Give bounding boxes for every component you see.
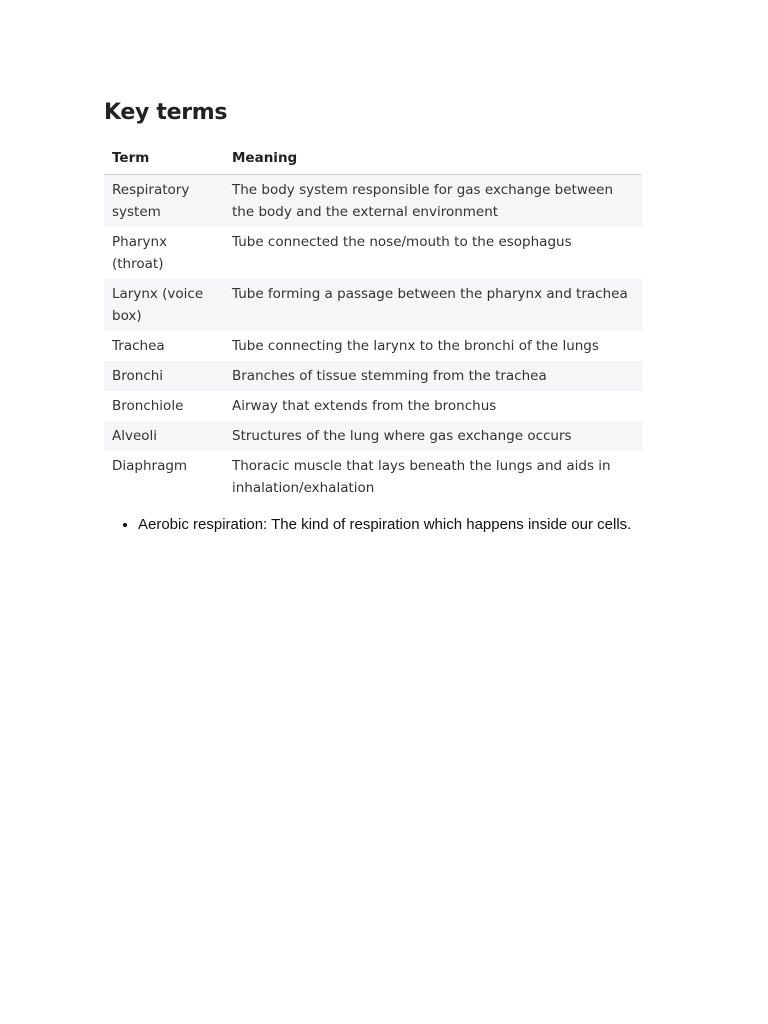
- table-row: [104, 331, 642, 361]
- meaning-cell: The body system responsible for gas exchange between the body and the external environment: [232, 182, 614, 220]
- table-row: [104, 391, 642, 421]
- column-header-term: Term: [104, 142, 224, 175]
- table-row: [104, 451, 642, 503]
- key-terms-table: [104, 142, 642, 503]
- section-heading: Key terms: [104, 100, 228, 125]
- meaning-cell: Branches of tissue stemming from the trachea: [232, 368, 547, 384]
- column-header-meaning: Meaning: [224, 142, 642, 175]
- term-cell: Respiratory system: [112, 182, 190, 220]
- table-header-row: [104, 142, 642, 175]
- term-cell: Larynx (voice box): [112, 286, 204, 324]
- meaning-cell: Airway that extends from the bronchus: [232, 398, 497, 414]
- term-cell: Diaphragm: [112, 458, 188, 474]
- meaning-cell: Thoracic muscle that lays beneath the lungs and aids in inhalation/exhalation: [232, 458, 611, 496]
- term-cell: Pharynx (throat): [112, 234, 168, 272]
- bullet-list: [116, 514, 758, 536]
- table-row: [104, 361, 642, 391]
- term-cell: Bronchiole: [112, 398, 184, 414]
- meaning-cell: Tube connected the nose/mouth to the esophagus: [232, 234, 572, 250]
- term-cell: Alveoli: [112, 428, 158, 444]
- term-cell: Trachea: [112, 338, 165, 354]
- term-cell: Bronchi: [112, 368, 164, 384]
- table-row: [104, 227, 642, 279]
- bullet-item: • Aerobic respiration: The kind of respiration which happens inside our cells.: [138, 514, 758, 536]
- meaning-cell: Tube connecting the larynx to the bronchi of the lungs: [232, 338, 599, 354]
- table-row: [104, 279, 642, 331]
- meaning-cell: Structures of the lung where gas exchange occurs: [232, 428, 572, 444]
- meaning-cell: Tube forming a passage between the pharynx and trachea: [232, 286, 628, 302]
- table-row: [104, 421, 642, 451]
- table-row: [104, 175, 642, 228]
